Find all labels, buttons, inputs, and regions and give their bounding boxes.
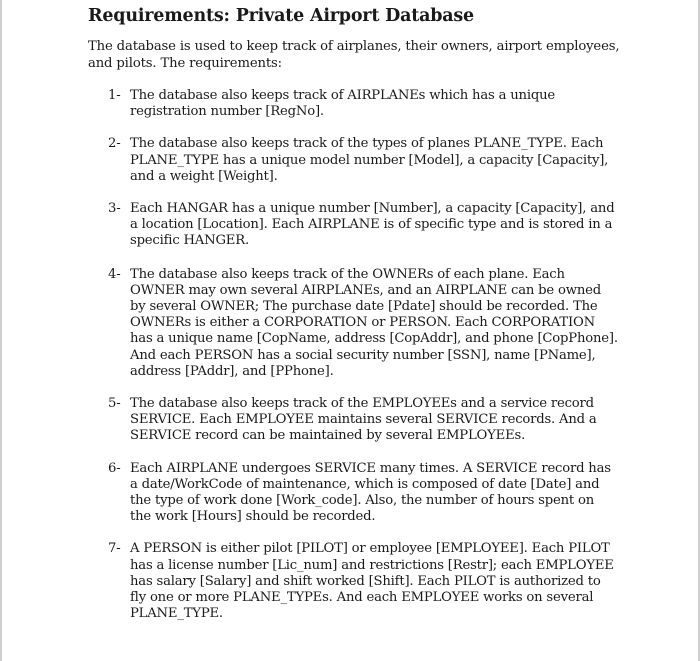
- document-title: Requirements: Private Airport Database: [88, 6, 474, 26]
- requirement-item-2: [108, 136, 618, 185]
- requirement-number: 7-: [108, 541, 121, 557]
- requirement-text: The database also keeps track of the OWNERs of each plane. Each OWNER may own several AIRPLANEs, and an AIRPLANE can be owned by several OWNER; The purchase date [Pdate] should be recorded. The OWNERs is either a CORPORATION or PERSON. Each CORPORATION has a unique name [CopName, address [CopAddr], and phone [CopPhone]. And each PERSON has a social security number [SSN], name [PName], address [PAddr], and [PPhone].: [130, 266, 618, 379]
- requirement-text: Each HANGAR has a unique number [Number], a capacity [Capacity], and a location [Location]. Each AIRPLANE is of specific type and is stored in a specific HANGER.: [130, 201, 615, 249]
- requirement-item-5: [108, 396, 618, 445]
- requirement-item-7: [108, 541, 618, 622]
- requirement-item-3: [108, 201, 618, 250]
- requirements-list: [108, 88, 618, 622]
- requirement-item-1: [108, 88, 618, 120]
- requirement-text: A PERSON is either pilot [PILOT] or employee [EMPLOYEE]. Each PILOT has a license number [Lic_num] and restrictions [Restr]; each EMPLOYEE has salary [Salary] and shift worked [Shift]. Each PILOT is authorized to fly one or more PLANE_TYPEs. And each EMPLOYEE works on several PLANE_TYPE.: [130, 541, 614, 622]
- requirement-item-6: [108, 461, 618, 526]
- requirement-number: 3-: [108, 201, 121, 217]
- requirement-text: The database also keeps track of AIRPLANEs which has a unique registration number [RegNo].: [130, 88, 555, 120]
- requirement-text: The database also keeps track of the types of planes PLANE_TYPE. Each PLANE_TYPE has a unique model number [Model], a capacity [Capacity], and a weight [Weight].: [130, 136, 609, 184]
- requirement-number: 6-: [108, 460, 121, 476]
- requirement-number: 1-: [108, 88, 121, 103]
- requirement-number: 4-: [108, 266, 121, 282]
- requirement-number: 2-: [108, 136, 121, 152]
- requirement-text: Each AIRPLANE undergoes SERVICE many times. A SERVICE record has a date/WorkCode of maintenance, which is composed of date [Date] and the type of work done [Work_code]. Also, the number of hours spent on the work [Hours] should be recorded.: [130, 460, 611, 525]
- requirement-text: The database also keeps track of the EMPLOYEEs and a service record SERVICE. Each EMPLOYEE maintains several SERVICE records. And a SERVICE record can be maintained by several EMPLOYEEs.: [130, 396, 597, 444]
- intro-paragraph: The database is used to keep track of airplanes, their owners, airport employees, and pilots. The requirements:: [88, 39, 620, 71]
- requirement-number: 5-: [108, 396, 121, 412]
- requirement-item-4: [108, 267, 618, 380]
